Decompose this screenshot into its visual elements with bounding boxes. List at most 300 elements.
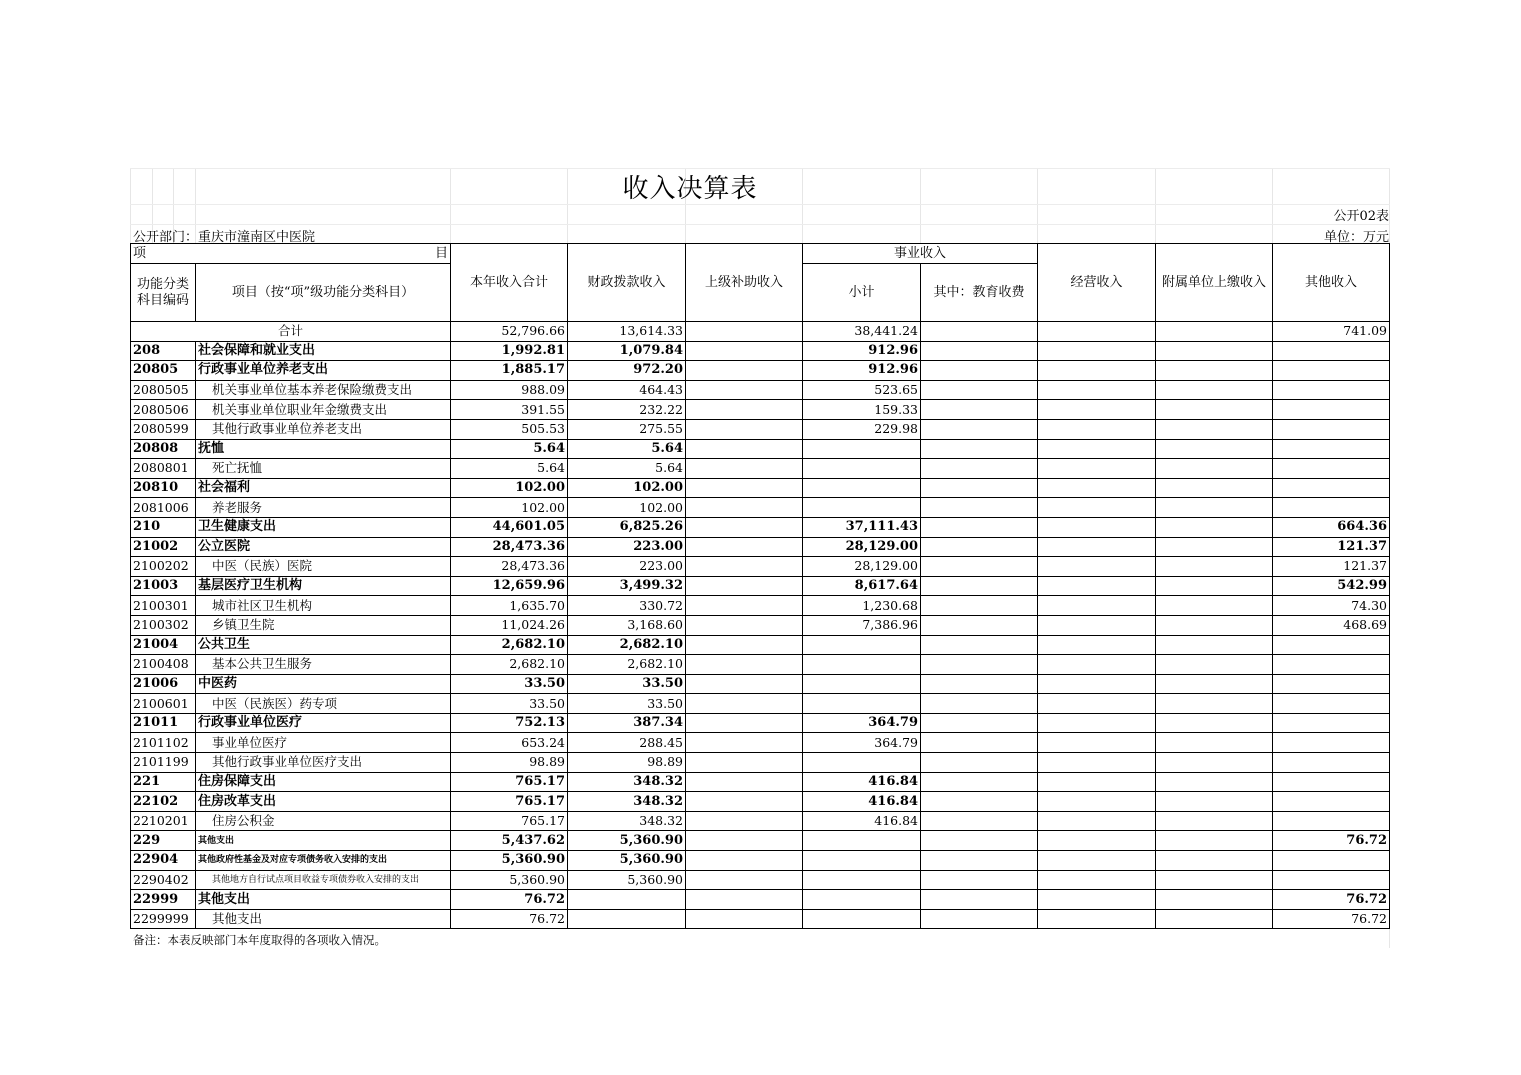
other-cell	[1273, 733, 1390, 753]
table-row	[131, 400, 1390, 420]
fiscal-cell: 5,360.90	[568, 831, 686, 851]
affiliated-cell	[1156, 439, 1273, 459]
superior-cell	[686, 380, 803, 400]
total-cell: 391.55	[451, 400, 568, 420]
other-cell: 76.72	[1273, 831, 1390, 851]
other-cell: 76.72	[1273, 909, 1390, 929]
subtotal-cell	[803, 459, 921, 479]
name-cell: 住房改革支出	[196, 792, 451, 812]
table-row	[131, 380, 1390, 400]
affiliated-cell	[1156, 635, 1273, 655]
name-cell: 公共卫生	[196, 635, 451, 655]
superior-cell	[686, 635, 803, 655]
subtotal-cell	[803, 674, 921, 694]
table-row	[131, 615, 1390, 635]
edu-cell	[921, 811, 1038, 831]
other-cell	[1273, 713, 1390, 733]
code-cell: 21011	[131, 713, 196, 733]
subtotal-cell: 912.96	[803, 361, 921, 381]
operating-cell	[1038, 851, 1156, 871]
table-row	[131, 851, 1390, 871]
table-row	[131, 753, 1390, 773]
affiliated-cell	[1156, 341, 1273, 361]
fiscal-cell: 2,682.10	[568, 635, 686, 655]
affiliated-cell	[1156, 811, 1273, 831]
table-row	[131, 655, 1390, 675]
code-cell: 2081006	[131, 498, 196, 518]
superior-cell	[686, 322, 803, 342]
affiliated-cell	[1156, 537, 1273, 557]
superior-cell	[686, 792, 803, 812]
fiscal-cell: 2,682.10	[568, 655, 686, 675]
other-cell	[1273, 655, 1390, 675]
table-row	[131, 635, 1390, 655]
other-cell: 542.99	[1273, 576, 1390, 596]
name-cell: 乡镇卫生院	[196, 615, 451, 635]
superior-cell	[686, 419, 803, 439]
total-cell: 765.17	[451, 792, 568, 812]
operating-cell	[1038, 517, 1156, 537]
other-cell: 468.69	[1273, 615, 1390, 635]
name-cell: 抚恤	[196, 439, 451, 459]
edu-cell	[921, 380, 1038, 400]
subtotal-cell	[803, 478, 921, 498]
table-row	[131, 361, 1390, 381]
operating-cell	[1038, 380, 1156, 400]
subtotal-cell: 912.96	[803, 341, 921, 361]
total-cell: 505.53	[451, 419, 568, 439]
subtotal-cell: 7,386.96	[803, 615, 921, 635]
affiliated-cell	[1156, 851, 1273, 871]
operating-cell	[1038, 733, 1156, 753]
table-row	[131, 733, 1390, 753]
fiscal-cell: 223.00	[568, 557, 686, 577]
total-cell: 5,360.90	[451, 851, 568, 871]
table-row	[131, 890, 1390, 910]
name-cell: 其他政府性基金及对应专项债务收入安排的支出	[196, 851, 451, 871]
affiliated-cell	[1156, 596, 1273, 616]
other-cell	[1273, 635, 1390, 655]
name-cell: 养老服务	[196, 498, 451, 518]
subtotal-header: 小计	[803, 264, 921, 322]
total-cell: 653.24	[451, 733, 568, 753]
operating-cell	[1038, 694, 1156, 714]
total-cell: 12,659.96	[451, 576, 568, 596]
footnote: 备注：本表反映部门本年度取得的各项收入情况。	[133, 933, 386, 947]
superior-cell	[686, 713, 803, 733]
total-cell: 5.64	[451, 439, 568, 459]
affiliated-cell	[1156, 557, 1273, 577]
operating-cell	[1038, 635, 1156, 655]
total-cell: 11,024.26	[451, 615, 568, 635]
name-cell: 其他地方自行试点项目收益专项债券收入安排的支出	[196, 870, 451, 890]
affiliated-cell	[1156, 655, 1273, 675]
subtotal-cell	[803, 635, 921, 655]
fiscal-cell: 330.72	[568, 596, 686, 616]
code-cell: 208	[131, 341, 196, 361]
other-cell: 76.72	[1273, 890, 1390, 910]
affiliated-cell	[1156, 694, 1273, 714]
operating-cell	[1038, 870, 1156, 890]
operating-cell	[1038, 322, 1156, 342]
edu-cell	[921, 596, 1038, 616]
affiliated-cell	[1156, 753, 1273, 773]
edu-cell	[921, 772, 1038, 792]
form-number: 公开02表	[1333, 209, 1389, 224]
fiscal-cell: 275.55	[568, 419, 686, 439]
total-cell: 1,885.17	[451, 361, 568, 381]
name-cell: 中医（民族）医院	[196, 557, 451, 577]
subtotal-cell: 28,129.00	[803, 557, 921, 577]
fiscal-cell: 387.34	[568, 713, 686, 733]
other-cell	[1273, 811, 1390, 831]
unit-label: 单位：万元	[1323, 230, 1389, 245]
other-cell	[1273, 674, 1390, 694]
edu-cell	[921, 890, 1038, 910]
other-cell	[1273, 498, 1390, 518]
fiscal-cell: 5,360.90	[568, 851, 686, 871]
total-cell: 28,473.36	[451, 557, 568, 577]
table-row	[131, 419, 1390, 439]
superior-header: 上级补助收入	[686, 244, 803, 322]
affiliated-cell	[1156, 870, 1273, 890]
superior-cell	[686, 341, 803, 361]
operating-cell	[1038, 909, 1156, 929]
affiliated-cell	[1156, 361, 1273, 381]
fiscal-cell: 3,499.32	[568, 576, 686, 596]
subtotal-cell: 523.65	[803, 380, 921, 400]
edu-cell	[921, 478, 1038, 498]
code-cell: 2101199	[131, 753, 196, 773]
code-cell: 2080801	[131, 459, 196, 479]
superior-cell	[686, 655, 803, 675]
code-cell: 210	[131, 517, 196, 537]
edu-cell	[921, 576, 1038, 596]
total-cell: 33.50	[451, 674, 568, 694]
code-header: 功能分类科目编码	[131, 264, 196, 322]
grid-line	[130, 168, 1390, 169]
code-cell: 21006	[131, 674, 196, 694]
fiscal-cell: 1,079.84	[568, 341, 686, 361]
superior-cell	[686, 772, 803, 792]
code-cell: 2100408	[131, 655, 196, 675]
fiscal-cell: 348.32	[568, 811, 686, 831]
superior-cell	[686, 400, 803, 420]
other-cell	[1273, 792, 1390, 812]
fiscal-cell: 5.64	[568, 439, 686, 459]
fiscal-cell: 3,168.60	[568, 615, 686, 635]
superior-cell	[686, 596, 803, 616]
total-cell: 2,682.10	[451, 655, 568, 675]
operating-cell	[1038, 811, 1156, 831]
operating-cell	[1038, 792, 1156, 812]
name-cell: 行政事业单位养老支出	[196, 361, 451, 381]
superior-cell	[686, 733, 803, 753]
affiliated-cell	[1156, 322, 1273, 342]
edu-cell	[921, 419, 1038, 439]
other-header: 其他收入	[1273, 244, 1390, 322]
edu-cell	[921, 459, 1038, 479]
other-cell	[1273, 400, 1390, 420]
table-row	[131, 341, 1390, 361]
affiliated-cell	[1156, 517, 1273, 537]
business-header: 事业收入	[803, 244, 1038, 264]
code-cell: 2100601	[131, 694, 196, 714]
code-cell: 2080505	[131, 380, 196, 400]
superior-cell	[686, 909, 803, 929]
code-cell: 2080506	[131, 400, 196, 420]
superior-cell	[686, 361, 803, 381]
other-cell	[1273, 341, 1390, 361]
other-cell	[1273, 772, 1390, 792]
name-header: 项目（按“项”级功能分类科目）	[196, 264, 451, 322]
operating-cell	[1038, 890, 1156, 910]
code-cell: 2290402	[131, 870, 196, 890]
affiliated-cell	[1156, 419, 1273, 439]
name-cell: 中医（民族医）药专项	[196, 694, 451, 714]
subtotal-cell: 159.33	[803, 400, 921, 420]
code-cell: 2101102	[131, 733, 196, 753]
affiliated-cell	[1156, 615, 1273, 635]
superior-cell	[686, 517, 803, 537]
edu-cell	[921, 341, 1038, 361]
operating-cell	[1038, 615, 1156, 635]
operating-cell	[1038, 498, 1156, 518]
other-cell	[1273, 419, 1390, 439]
operating-cell	[1038, 439, 1156, 459]
total-cell: 765.17	[451, 772, 568, 792]
other-cell: 664.36	[1273, 517, 1390, 537]
fiscal-cell: 102.00	[568, 478, 686, 498]
fiscal-cell: 223.00	[568, 537, 686, 557]
other-cell: 74.30	[1273, 596, 1390, 616]
total-cell: 5,437.62	[451, 831, 568, 851]
other-cell	[1273, 439, 1390, 459]
affiliated-cell	[1156, 733, 1273, 753]
table-row	[131, 694, 1390, 714]
fiscal-cell: 348.32	[568, 792, 686, 812]
operating-cell	[1038, 537, 1156, 557]
affiliated-cell	[1156, 380, 1273, 400]
superior-cell	[686, 576, 803, 596]
fiscal-cell	[568, 909, 686, 929]
superior-cell	[686, 557, 803, 577]
subtotal-cell	[803, 831, 921, 851]
edu-cell	[921, 792, 1038, 812]
edu-cell	[921, 498, 1038, 518]
total-cell: 33.50	[451, 694, 568, 714]
edu-cell	[921, 400, 1038, 420]
edu-cell	[921, 361, 1038, 381]
other-cell	[1273, 753, 1390, 773]
name-cell: 住房公积金	[196, 811, 451, 831]
table-row	[131, 478, 1390, 498]
name-cell: 机关事业单位职业年金缴费支出	[196, 400, 451, 420]
operating-cell	[1038, 576, 1156, 596]
operating-cell	[1038, 557, 1156, 577]
operating-cell	[1038, 713, 1156, 733]
edu-cell	[921, 694, 1038, 714]
code-cell: 2100302	[131, 615, 196, 635]
operating-cell	[1038, 478, 1156, 498]
other-cell	[1273, 870, 1390, 890]
name-cell: 其他支出	[196, 890, 451, 910]
total-cell: 5.64	[451, 459, 568, 479]
other-cell: 121.37	[1273, 557, 1390, 577]
department-label: 公开部门：重庆市潼南区中医院	[133, 230, 316, 245]
superior-cell	[686, 890, 803, 910]
subtotal-cell: 416.84	[803, 792, 921, 812]
table-row	[131, 792, 1390, 812]
total-label: 合计	[131, 322, 451, 342]
other-cell: 121.37	[1273, 537, 1390, 557]
total-cell: 102.00	[451, 478, 568, 498]
subtotal-cell: 37,111.43	[803, 517, 921, 537]
name-cell: 基本公共卫生服务	[196, 655, 451, 675]
subtotal-cell: 28,129.00	[803, 537, 921, 557]
subtotal-cell	[803, 694, 921, 714]
operating-cell	[1038, 596, 1156, 616]
code-cell: 2299999	[131, 909, 196, 929]
code-cell: 2080599	[131, 419, 196, 439]
subtotal-cell	[803, 851, 921, 871]
table-row	[131, 517, 1390, 537]
superior-cell	[686, 851, 803, 871]
superior-cell	[686, 439, 803, 459]
total-cell: 28,473.36	[451, 537, 568, 557]
table-row	[131, 459, 1390, 479]
table-row	[131, 870, 1390, 890]
superior-cell	[686, 694, 803, 714]
fiscal-cell: 348.32	[568, 772, 686, 792]
superior-cell	[686, 870, 803, 890]
name-cell: 其他行政事业单位医疗支出	[196, 753, 451, 773]
code-cell: 2100202	[131, 557, 196, 577]
edu-cell	[921, 635, 1038, 655]
subtotal-cell	[803, 439, 921, 459]
table-row	[131, 772, 1390, 792]
name-cell: 事业单位医疗	[196, 733, 451, 753]
subtotal-cell: 364.79	[803, 713, 921, 733]
page-title: 收入决算表	[622, 174, 758, 204]
total-cell: 752.13	[451, 713, 568, 733]
affiliated-cell	[1156, 890, 1273, 910]
affiliated-cell	[1156, 713, 1273, 733]
subtotal-cell	[803, 890, 921, 910]
fiscal-cell: 33.50	[568, 694, 686, 714]
superior-cell	[686, 753, 803, 773]
code-cell: 221	[131, 772, 196, 792]
superior-cell	[686, 811, 803, 831]
operating-cell	[1038, 419, 1156, 439]
table-row	[131, 576, 1390, 596]
edu-cell	[921, 537, 1038, 557]
edu-cell	[921, 439, 1038, 459]
subtotal-cell: 229.98	[803, 419, 921, 439]
affiliated-header: 附属单位上缴收入	[1156, 244, 1273, 322]
superior-cell	[686, 537, 803, 557]
table-row	[131, 713, 1390, 733]
total-cell: 765.17	[451, 811, 568, 831]
table-row	[131, 831, 1390, 851]
code-cell: 21003	[131, 576, 196, 596]
fiscal-cell: 13,614.33	[568, 322, 686, 342]
operating-cell	[1038, 459, 1156, 479]
subtotal-cell	[803, 498, 921, 518]
code-cell: 229	[131, 831, 196, 851]
operating-cell	[1038, 655, 1156, 675]
table-row	[131, 596, 1390, 616]
total-row	[131, 322, 1390, 342]
superior-cell	[686, 498, 803, 518]
total-cell: 76.72	[451, 890, 568, 910]
fiscal-cell: 33.50	[568, 674, 686, 694]
affiliated-cell	[1156, 478, 1273, 498]
edu-cell	[921, 909, 1038, 929]
subtotal-cell: 364.79	[803, 733, 921, 753]
edu-cell	[921, 615, 1038, 635]
affiliated-cell	[1156, 674, 1273, 694]
operating-cell	[1038, 753, 1156, 773]
total-cell: 1,992.81	[451, 341, 568, 361]
name-cell: 卫生健康支出	[196, 517, 451, 537]
superior-cell	[686, 674, 803, 694]
fiscal-cell: 98.89	[568, 753, 686, 773]
subtotal-cell: 8,617.64	[803, 576, 921, 596]
edu-cell	[921, 870, 1038, 890]
code-cell: 22904	[131, 851, 196, 871]
other-cell	[1273, 851, 1390, 871]
edu-cell	[921, 655, 1038, 675]
other-cell: 741.09	[1273, 322, 1390, 342]
code-cell: 20810	[131, 478, 196, 498]
superior-cell	[686, 831, 803, 851]
code-cell: 2210201	[131, 811, 196, 831]
name-cell: 死亡抚恤	[196, 459, 451, 479]
code-cell: 20805	[131, 361, 196, 381]
item-header: 项 目	[131, 244, 451, 264]
fiscal-cell: 288.45	[568, 733, 686, 753]
name-cell: 行政事业单位医疗	[196, 713, 451, 733]
income-table	[130, 243, 1390, 929]
other-cell	[1273, 459, 1390, 479]
name-cell: 住房保障支出	[196, 772, 451, 792]
operating-cell	[1038, 831, 1156, 851]
grid-line	[130, 224, 1390, 225]
total-header: 本年收入合计	[451, 244, 568, 322]
total-cell: 76.72	[451, 909, 568, 929]
name-cell: 社会福利	[196, 478, 451, 498]
code-cell: 22102	[131, 792, 196, 812]
table-row	[131, 439, 1390, 459]
subtotal-cell	[803, 870, 921, 890]
subtotal-cell: 38,441.24	[803, 322, 921, 342]
affiliated-cell	[1156, 459, 1273, 479]
total-cell: 2,682.10	[451, 635, 568, 655]
name-cell: 城市社区卫生机构	[196, 596, 451, 616]
fiscal-cell: 102.00	[568, 498, 686, 518]
operating-cell	[1038, 674, 1156, 694]
edu-cell	[921, 851, 1038, 871]
table-row	[131, 498, 1390, 518]
edu-cell	[921, 322, 1038, 342]
operating-header: 经营收入	[1038, 244, 1156, 322]
code-cell: 21002	[131, 537, 196, 557]
total-cell: 1,635.70	[451, 596, 568, 616]
subtotal-cell: 416.84	[803, 811, 921, 831]
name-cell: 机关事业单位基本养老保险缴费支出	[196, 380, 451, 400]
fiscal-cell: 6,825.26	[568, 517, 686, 537]
